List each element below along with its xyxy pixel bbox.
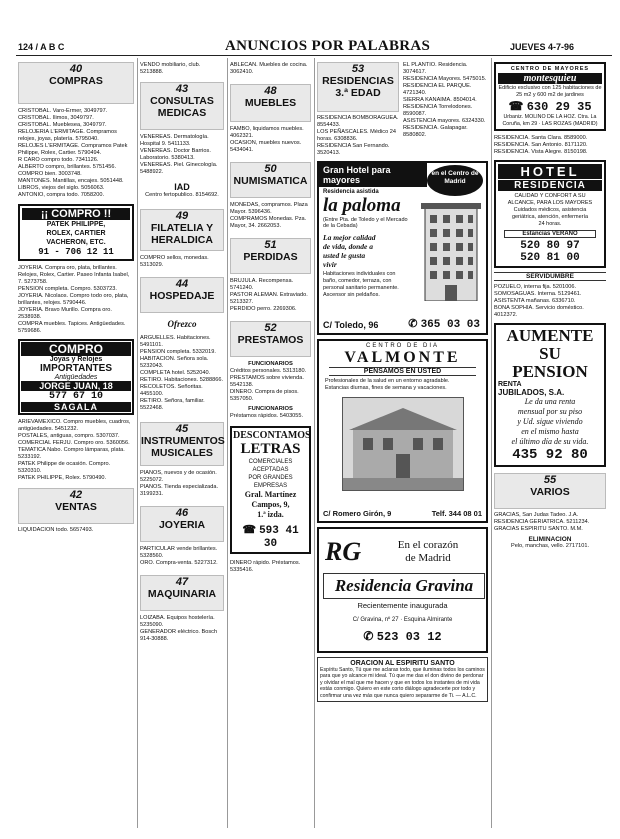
column-3: [230, 62, 311, 574]
classified-ad: RETIRO. Habitaciones. 5288866.: [140, 377, 224, 383]
gravina-name: Residencia Gravina: [323, 573, 485, 599]
classified-ad: Préstamos rápidos. 5403055.: [230, 413, 304, 419]
classified-ad: RESIDENCIA GERIATRICA. 5211234.: [494, 519, 590, 525]
valmonte-photo: [342, 397, 464, 491]
classified-ad: RECOLETOS. Señoritas. 4455100.: [140, 384, 203, 397]
classified-ad: ANTONIO, compra todo. 7058200.: [18, 192, 105, 198]
classified-ad: LOS PEÑASCALES. Médico 24 horas. 6308836.: [317, 129, 396, 142]
classified-ad: LIBROS, viejos del siglo. 5056063.: [18, 185, 105, 191]
category-compras: 40 COMPRAS: [18, 62, 134, 104]
oracion-espiritu-santo: ORACION AL ESPIRITU SANTO Espíritu Santo, Tú que me aclaras todo, que iluminas todos los caminos para que yo alcance mi ideal. Tú que me das el don divino de perdonar y olvidar el mal que me hacen y que en todos los instantes de mi vida estás conmigo. Quiero en este corto diálogo agradecerte por todo y confirmar una vez más que nunca quiero separarme de Ti. — A.L.C.: [317, 657, 488, 702]
classified-ad: RESIDENCIA Mayores. 5475015.: [403, 76, 487, 82]
compro-box-ad: ¡¡ COMPRO !! PATEK PHILIPPE, ROLEX, CARTIER VACHERON, ETC. 91 - 706 12 11: [18, 204, 134, 261]
phone-icon: ☎: [242, 524, 257, 536]
classified-ad: VENEREAS. Dermatología. Hospital 9. 5411133.: [140, 134, 209, 147]
classified-ad: PASTOR ALEMAN. Extraviado. 5213327.: [230, 292, 308, 305]
classified-list: [18, 419, 134, 482]
category-filatelia: 49 FILATELIA Y HERALDICA: [140, 209, 224, 251]
classified-ad: R CARO compro todo. 7341126.: [18, 157, 99, 163]
classified-ad: COMPRO sellos, monedas. 5313029.: [140, 255, 209, 268]
classified-ad: DINERO rápido. Préstamos. 5335416.: [230, 560, 301, 573]
column-divider: [491, 58, 492, 828]
classified-ad: ARGUELLES. Habitaciones. 5491101.: [140, 335, 211, 348]
phone-icon: ✆: [363, 629, 374, 643]
classified-ad: HABITACION. Señora sola. 5232043.: [140, 356, 209, 369]
category-hospedaje: 44 HOSPEDAJE: [140, 277, 224, 313]
column-2: [140, 62, 224, 643]
classified-ad: GRACIAS ESPIRITU SANTO. M.M.: [494, 526, 583, 532]
classified-ad: RETIRO. Señora, familiar. 5522468.: [140, 398, 205, 411]
classified-ad: PRESTAMOS sobre vivienda. 5542138.: [230, 375, 304, 388]
phone-number: 523 03 12: [376, 630, 442, 644]
classified-ad: BRUJULA. Recompensa. 5741240.: [230, 278, 294, 291]
classified-ad: LOIZABA. Equipos hostelería. 5235090.: [140, 615, 215, 628]
classified-list: [140, 335, 224, 412]
iad-heading: IAD: [174, 182, 190, 192]
classified-ad: RESIDENCIA. San Antonio. 8171120.: [494, 142, 588, 148]
column-divider: [227, 58, 228, 828]
category-consultas-medicas: 43 CONSULTAS MEDICAS: [140, 82, 224, 130]
compro-joyas-ad: COMPRO Joyas y Relojes IMPORTANTES Antigüedades JORGE JUAN, 18 577 67 10 SAGALA: [18, 339, 134, 415]
classified-ad: RESIDENCIA BOMBORAGUEA. 8554433.: [317, 115, 399, 128]
phone-number: 630 29 35: [526, 100, 592, 114]
classified-ad: OCASION, muebles nuevos. 5434041.: [230, 140, 302, 153]
classified-ad: ARIEVAMEXICO. Compro muebles, cuadros, antigüedades. 5451232.: [18, 419, 131, 432]
phone-number: 435 92 80: [512, 447, 588, 463]
classified-ad: TEMATICA Nabo. Compro lámparas, plata. 5233192.: [18, 447, 125, 460]
phone-number: 365 03 03: [420, 319, 480, 331]
classified-ad: JOYERIA. Bravo Murillo. Compra oro. 2538938.: [18, 307, 112, 320]
classified-ad: PIANOS, nuevos y de ocasión. 5225072.: [140, 470, 217, 483]
classified-ad: SIERRA KANAIMA. 8504014.: [403, 97, 477, 103]
classified-list: [403, 62, 488, 157]
classified-list: [230, 202, 311, 230]
servidumbre-heading: SERVIDUMBRE: [494, 272, 606, 281]
classified-ad: PENSION completa. Compro. 5303723.: [18, 286, 117, 292]
classified-ad: POSTALES, antiguas, compro. 5307037.: [18, 433, 120, 439]
column-1: [18, 62, 134, 534]
section-title: ANUNCIOS POR PALABRAS: [225, 38, 431, 54]
category-joyeria: 46 JOYERIA: [140, 506, 224, 542]
classified-ad: COMERCIAL FERJU. Compro oro. 5360056.: [18, 440, 130, 446]
classified-ad: RESIDENCIA EL PARQUE. 4721340.: [403, 83, 472, 96]
phone-number: 577 67 10: [48, 391, 103, 402]
category-instrumentos: 45 INSTRUMENTOS MUSICALES: [140, 422, 224, 466]
column-5: [494, 62, 606, 550]
category-prestamos: 52 PRESTAMOS: [230, 321, 311, 357]
centro-madrid-badge: en el Centro de Madrid: [427, 165, 483, 196]
classified-ad: Centro fertopublico. 8154692.: [145, 192, 219, 198]
classified-ad: CRISTOBAL. Mueblesea, 3049797.: [18, 122, 107, 128]
phone-icon: ✆: [408, 318, 418, 330]
ofrezco-heading: Ofrezco: [167, 319, 197, 329]
phone-number: 520 81 00: [520, 252, 580, 264]
classified-ad: POZUELO, interna fija. 5201006.: [494, 284, 577, 290]
classified-ad: ORO. Compra-venta. 5227312.: [140, 560, 218, 566]
classified-ad: ASISTENCIA mayores. 6324330.: [403, 118, 486, 124]
column-divider: [314, 58, 315, 828]
classified-ad: COMPRA muebles. Tapices. Antigüedades. 5759686.: [18, 321, 126, 334]
building-illustration: [421, 199, 481, 301]
eliminacion-heading: ELIMINACION: [528, 536, 572, 543]
classified-ad: ABLECAN. Muebles de cocina. 3062410.: [230, 62, 308, 75]
classified-ad: RESIDENCIA Torrelodones. 8590087.: [403, 104, 473, 117]
phone-number: Telf. 344 08 01: [431, 509, 482, 518]
classified-ad: ASISTENTA mañanas. 6336710.: [494, 298, 576, 304]
classified-ad: RESIDENCIA. Galapagar. 8580802.: [403, 125, 468, 138]
valmonte-logo: VALMONTE: [344, 349, 461, 366]
classified-list: [140, 470, 224, 498]
classified-ad: JOYERIA. Nicolaos. Compro todo oro, plata, brillantes, relojes. 5790446.: [18, 293, 129, 306]
category-numismatica: 50 NUMISMATICA: [230, 162, 311, 198]
classified-ad: CRISTOBAL. Ilimos, 3049797.: [18, 115, 94, 121]
classified-ad: COMPLETA hotel. 5252040.: [140, 370, 211, 376]
classified-ad: MONEDAS, compramos. Plaza Mayor. 5396436.: [230, 202, 308, 215]
classified-ad: DINERO. Compra de pisos. 5357050.: [230, 389, 299, 402]
classified-list: [317, 115, 399, 157]
classified-ad: PERDIDO perro. 2269306.: [230, 306, 297, 312]
classified-ad: ALBERTO compro, brillantes. 5751456.: [18, 164, 117, 170]
classified-ad: Pelo, manchas, vello. 2717101.: [510, 543, 590, 549]
classified-list: [494, 512, 606, 533]
rg-logo: RG: [325, 537, 362, 566]
issue-date: JUEVES 4-7-96: [510, 42, 575, 52]
category-ventas: 42 VENTAS: [18, 488, 134, 524]
la-paloma-ad: Gran Hotel para mayores en el Centro de Madrid Residencia asistida la paloma (Entre Pta. de Toledo y el Mercado de la Cebada) La mejor calidad de vida, donde a usted le gusta vivir Habitaciones individuales con baño, comedor, terraza, con personal sanitario permanente. Ascensor sin peldaños. C/ Toledo, 96 ✆ 365 03 03: [317, 161, 488, 335]
classified-ad: RELOJERIA L'ERMITAGE. Compramos relojes, joyas, platería. 5795040.: [18, 129, 117, 142]
montesquieu-logo: montesquieu: [498, 73, 602, 84]
classified-ad: PARTICULAR vende brillantes. 5328560.: [140, 546, 218, 559]
classified-ad: GENERADOR eléctrico. Bosch 914-30888.: [140, 629, 218, 642]
category-maquinaria: 47 MAQUINARIA: [140, 575, 224, 611]
classified-list: [18, 108, 134, 199]
phone-number: 91 - 706 12 11: [38, 247, 114, 257]
page-number: 124 / A B C: [18, 42, 65, 52]
classified-list: [230, 126, 311, 154]
classified-ad: CRISTOBAL. Varo-Ermer, 3049797.: [18, 108, 108, 114]
classified-ad: PIANOS. Tienda especializada. 3199231.: [140, 484, 219, 497]
classified-list: [230, 278, 311, 313]
classified-list: [140, 615, 224, 643]
classified-ad: VENEREAS. Piel. Ginecología. 5488922.: [140, 162, 218, 175]
paloma-logo: la paloma: [323, 195, 401, 216]
phone-number: 520 80 97: [520, 240, 580, 252]
classified-ad: VENDO mobiliario, club. 5213888.: [140, 62, 201, 75]
classified-ad: PENSION completa. 5332019.: [140, 349, 216, 355]
classified-ad: COMPRAMOS Monedas. Pza. Mayor, 34. 2662053.: [230, 216, 307, 229]
phone-icon: ☎: [508, 99, 524, 113]
classified-list: [494, 284, 606, 319]
category-residencias: 53 RESIDENCIAS 3.ª EDAD: [317, 62, 399, 112]
classified-ad: MANTONES. Mantillas, encajes. 5051448.: [18, 178, 124, 184]
phone-number: 593 41 30: [259, 525, 299, 550]
classified-ad: RESIDENCIA San Fernando. 3520413.: [317, 143, 390, 156]
classified-ad: LIQUIDACION todo. 5657493.: [18, 527, 94, 533]
aumente-su-pension-ad: AUMENTE SU PENSION RENTA JUBILADOS, S.A. Le da una renta mensual por su piso y Ud. sigue viviendo en el mismo hasta el último día de su vida. 435 92 80: [494, 323, 606, 467]
column-4: [317, 62, 488, 702]
category-varios: 55 VARIOS: [494, 473, 606, 509]
classified-ad: BONA SOPHIA. Servicio doméstico. 4012372.: [494, 305, 584, 318]
column-divider: [137, 58, 138, 828]
hotel-residencia-ad: HOTEL RESIDENCIA CALIDAD Y CONFORT A SU ALCANCE, PARA LOS MAYORES Cuidados médicos, asistencia geriátrica, atención, enfermería 24 horas. Estancias VERANO 520 80 97 520 81 00: [494, 160, 606, 268]
classified-ad: COMPRO bien. 3003748.: [18, 171, 82, 177]
classified-ad: FAMBO, liquidamos muebles. 4062321.: [230, 126, 304, 139]
classified-ad: PATEK Philippe de ocasión. Compro. 5320310.: [18, 461, 111, 474]
classified-list: [140, 134, 224, 176]
classified-ad: GRACIAS, San Judas Tadeo. J.A.: [494, 512, 579, 518]
category-muebles: 48 MUEBLES: [230, 84, 311, 122]
header-rule: [16, 55, 612, 56]
classified-ad: RESIDENCIA. Vista Alegre. 8150198.: [494, 149, 588, 155]
classified-list: [494, 135, 606, 156]
category-perdidas: 51 PERDIDAS: [230, 238, 311, 274]
classified-ad: VENEREAS. Doctor Barrios. Laboratorio. 5380413.: [140, 148, 211, 161]
classified-ad: SOMOSAGUAS. Interna. 5129461.: [494, 291, 582, 297]
classified-ad: RESIDENCIA. Santa Clara. 8589000.: [494, 135, 588, 141]
classified-ad: RELOJES L'ERMITAGE. Compramos Patek Philippe, Rolex, Cartier. 5790494.: [18, 143, 128, 156]
montesquieu-ad: CENTRO DE MAYORES montesquieu Edificio exclusivo con 125 habitaciones de 25 m2 y 600 m2 de jardines ☎ 630 29 35 Urbaniz. MOLINO DE LA HOZ. Ctra. La Coruña, km 29 · LAS ROZAS (MADRID): [494, 62, 606, 131]
classified-list: FUNCIONARIOS Créditos personales. 5313180. PRESTAMOS sobre vivienda. 5542138. DINERO. Compra de pisos. 5357050. FUNCIONARIOS Préstamos rápidos. 5403055.: [230, 361, 311, 420]
classified-ad: EL PLANTIO. Residencia. 3074617.: [403, 62, 468, 75]
classified-ad: Créditos personales. 5313180.: [230, 368, 307, 374]
residencia-gravina-ad: RG En el corazón de Madrid Residencia Gravina Recientemente inaugurada C/ Gravina, nº 27 · Esquina Almirante ✆ 523 03 12: [317, 527, 488, 653]
classified-list: [18, 265, 134, 335]
classified-list: [140, 546, 224, 567]
classified-ad: PATEK PHILIPPE, Rolex. 5790490.: [18, 475, 107, 481]
descontamos-letras-ad: DESCONTAMOS LETRAS COMERCIALES ACEPTADAS POR GRANDES EMPRESAS Gral. Martínez Campos, 9, 1.ª izda. ☎ 593 41 30: [230, 426, 311, 554]
valmonte-ad: CENTRO DE DIA VALMONTE PENSAMOS EN USTED Profesionales de la salud en un entorno agradable. Estancias diurnas, fines de semana y vacaciones. C/ Romero Girón, 9 Telf. 344 08 01: [317, 339, 488, 523]
classified-ad: JOYERIA. Compra oro, plata, brillantes. Relojes, Rolex, Cartier. Paseo Infanta Isabel, 7. 5273758.: [18, 265, 130, 285]
